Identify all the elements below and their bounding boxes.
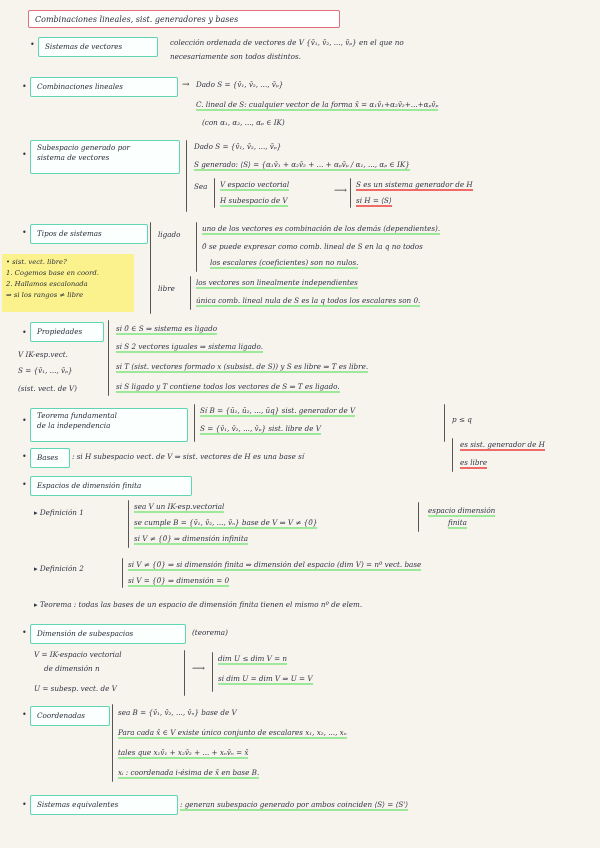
label-dimsub: Dimensión de subespacios (30, 624, 186, 644)
bullet-icon: • (22, 480, 27, 489)
espacios-teorema: ▸ Teorema : todas las bases de un espacio de dimensión finita tienen el mismo nº de elem. (34, 600, 363, 609)
espacios-d1-result-2-text: finita (448, 518, 467, 527)
espacios-def2: ▸ Definición 2 (34, 564, 84, 573)
subesp-cond-2 (220, 196, 288, 206)
teorema-line-1 (200, 406, 355, 416)
label-subespacio (30, 140, 180, 174)
sticky-note-line-4: ⇒ si los rangos ≠ libre (6, 291, 84, 299)
sisteq-text (180, 800, 408, 810)
brace (214, 178, 215, 208)
teorema-line-1-text: Sí B = {ū₁, ū₂, ..., ūq} sist. generador de V (200, 406, 356, 415)
coords-line-1: sea B = {v̄₁, v̄₂, ..., v̄ₙ} base de V (118, 708, 237, 717)
espacios-d2a (128, 560, 421, 570)
subesp-result-2-text: si H = ⟨S⟩ (356, 196, 392, 205)
brace (452, 438, 453, 472)
bullet-icon: • (22, 710, 27, 719)
subesp-result-1-text: S es un sistema generador de H (356, 180, 473, 189)
props-p1-text: si 0̄ ∈ S ⇒ sistema es ligado (116, 324, 218, 333)
label-espacios: Espacios de dimensión finita (30, 476, 192, 496)
label-bases: Bases (30, 448, 70, 468)
tipos-lig-1-text: uno de los vectores es combinación de los demás (dependientes). (202, 224, 441, 233)
espacios-d1-result-2 (448, 518, 467, 528)
bullet-icon: • (22, 150, 27, 159)
arrow-icon: → (182, 80, 190, 90)
espacios-d1c (134, 534, 248, 544)
bases-result-2-text: es libre (460, 458, 488, 467)
comb-line-1: Dado S = {v̄₁, v̄₂, ..., v̄ₚ} (196, 80, 284, 89)
brace (108, 320, 109, 396)
label-subespacio-line-1: Subespacio generado por (37, 143, 130, 152)
brace (350, 178, 351, 208)
label-teorema (30, 408, 188, 442)
sticky-note-line-3: 2. Hallamos escalonada (6, 280, 88, 288)
props-p2 (116, 342, 263, 352)
brace (122, 558, 123, 588)
coords-line-3-text: tales que x₁v̄₁ + x₂v̄₂ + ... + xₙv̄ₙ = x̄ (118, 748, 249, 757)
bases-result-1-text: es sist. generador de H (460, 440, 545, 449)
brace (128, 500, 129, 548)
comb-line-3: (con α₁, α₂, ..., αₚ ∈ IK) (202, 118, 285, 127)
tipos-lib-2-text: única comb. lineal nula de S es la q todos los escalares son 0. (196, 296, 421, 305)
label-subespacio-line-2: sistema de vectores (37, 153, 110, 162)
subesp-sea: Sea (194, 182, 208, 191)
label-combinaciones: Combinaciones lineales (30, 77, 178, 97)
props-p1 (116, 324, 217, 334)
bullet-icon: • (22, 82, 27, 91)
dimsub-result-2 (218, 674, 313, 684)
tipos-lig-3-text: los escalares (coeficientes) son no nulos. (210, 258, 359, 267)
espacios-def1: ▸ Definición 1 (34, 508, 84, 517)
bullet-icon: • (22, 628, 27, 637)
bases-text: : si H subespacio vect. de V ⇒ sist. vectores de H es una base sí (72, 452, 305, 461)
tipos-lib-2 (196, 296, 420, 306)
subesp-result-1 (356, 180, 473, 190)
subesp-definition: S generado: ⟨S⟩ = {α₁v̄₁ + α₂v̄₂ + ... + αₚv̄ₚ / α₁, ..., αₚ ∈ IK} (194, 160, 410, 169)
label-teorema-line-2: de la independencia (37, 421, 111, 430)
arrow-icon: ⟶ (334, 186, 347, 196)
sticky-note-line-1: • sist. vect. libre? (6, 258, 67, 266)
brace (150, 222, 151, 314)
bases-result-1 (460, 440, 545, 450)
tipos-lig-3 (210, 258, 358, 268)
brace (196, 222, 197, 272)
brace (444, 404, 445, 442)
bullet-icon: • (30, 40, 35, 49)
teorema-line-2-text: S = {v̄₁, v̄₂, ..., v̄ₚ} sist. libre de V (200, 424, 321, 433)
coords-line-2-text: Para cada x̄ ∈ V existe único conjunto de escalares x₁, x₂, ..., xₙ (118, 728, 347, 737)
tipos-lib-1-text: los vectores son linealmente independientes (196, 278, 358, 287)
dimsub-line-2: de dimensión n (44, 664, 100, 673)
bullet-icon: • (22, 328, 27, 337)
props-p3-text: si T (sist. vectores formado x (subsist. de S)) y S es libre ⇒ T es libre. (116, 362, 369, 371)
arrow-icon: ⟶ (192, 664, 205, 674)
espacios-d2b (128, 576, 229, 586)
brace (184, 650, 185, 696)
label-teorema-line-1: Teorema fundamental (37, 411, 117, 420)
brace (212, 652, 213, 692)
brace (418, 502, 419, 532)
teorema-result: p ≤ q (452, 415, 472, 424)
page-title: Combinaciones lineales, sist. generadores y bases (28, 10, 340, 28)
subesp-result-2 (356, 196, 392, 206)
coords-line-4 (118, 768, 259, 778)
props-p4-text: si S ligado y T contiene todos los vectores de S ⇒ T es ligado. (116, 382, 340, 391)
label-sistemas: Sistemas de vectores (38, 37, 158, 57)
props-side-2: S = {v̄₁, ..., v̄ₚ} (18, 366, 73, 375)
sistemas-line-2: necesariamente son todos distintos. (170, 52, 301, 61)
tipos-lig-1 (202, 224, 440, 234)
espacios-d1-result-1 (428, 506, 495, 516)
espacios-d1b (134, 518, 317, 528)
bases-result-2 (460, 458, 487, 468)
bullet-icon: • (22, 416, 27, 425)
props-side-3: (sist. vect. de V) (18, 384, 77, 393)
bullet-icon: • (22, 452, 27, 461)
subesp-cond-1 (220, 180, 289, 190)
dimsub-result-2-text: si dim U = dim V ⇒ U = V (218, 674, 313, 683)
comb-line-2 (196, 100, 438, 110)
dimsub-result-1-text: dim U ≤ dim V = n (218, 654, 288, 663)
label-propiedades: Propiedades (30, 322, 104, 342)
label-sistemas-equivalentes: Sistemas equivalentes (30, 795, 178, 815)
subesp-cond-1-text: V espacio vectorial (220, 180, 290, 189)
dimsub-result-1 (218, 654, 287, 664)
coords-line-4-text: xᵢ : coordenada i-ésima de x̄ en base B. (118, 768, 260, 777)
brace (194, 404, 195, 442)
espacios-d2a-text: si V ≠ {0̄} ⇒ si dimensión finita ⇒ dimensión del espacio (dim V) = nº vect. base (128, 560, 422, 569)
subesp-cond-2-text: H subespacio de V (220, 196, 288, 205)
sistemas-line-1: colección ordenada de vectores de V {v̄₁, v̄₂, ..., v̄ₚ} en el que no (170, 38, 404, 47)
sisteq-text-content: : generan subespacio generado por ambos coinciden ⟨S⟩ = ⟨S'⟩ (180, 800, 409, 809)
sticky-note (2, 254, 134, 312)
label-tipos: Tipos de sistemas (30, 224, 148, 244)
dimsub-paren: (teorema) (192, 628, 228, 637)
sticky-note-line-2: 1. Cogemos base en coord. (6, 269, 99, 277)
espacios-d2b-text: si V = {0̄} ⇒ dimensión = 0 (128, 576, 230, 585)
brace (112, 704, 113, 782)
props-p2-text: si S 2 vectores iguales ⇒ sistema ligado. (116, 342, 263, 351)
teorema-line-2 (200, 424, 321, 434)
coords-line-3 (118, 748, 248, 758)
props-p3 (116, 362, 368, 372)
dimsub-line-3: U = subesp. vect. de V (34, 684, 117, 693)
tipos-libre: libre (158, 284, 175, 293)
brace (190, 276, 191, 310)
espacios-d1-result-1-text: espacio dimensión (428, 506, 496, 515)
tipos-lig-2: 0̄ se puede expresar como comb. lineal de S en la q no todos (202, 242, 423, 251)
bullet-icon: • (22, 228, 27, 237)
tipos-lib-1 (196, 278, 358, 288)
comb-definition: C. lineal de S: cualquier vector de la forma x̄ = α₁v̄₁+α₂v̄₂+...+αₚv̄ₚ (196, 100, 439, 109)
subesp-line-2 (194, 160, 410, 170)
props-side-1: V IK-esp.vect. (18, 350, 68, 359)
brace (186, 140, 187, 212)
coords-line-2 (118, 728, 347, 738)
espacios-d1a-text: sea V un IK-esp.vectorial (134, 502, 225, 511)
label-coordenadas: Coordenadas (30, 706, 110, 726)
espacios-d1a (134, 502, 224, 512)
bullet-icon: • (22, 800, 27, 809)
props-p4 (116, 382, 340, 392)
dimsub-line-1: V = IK-espacio vectorial (34, 650, 122, 659)
espacios-d1c-text: si V ≠ {0̄} ⇒ dimensión infinita (134, 534, 249, 543)
tipos-ligado: ligado (158, 230, 181, 239)
espacios-d1b-text: se cumple B = {v̄₁, v̄₂, ..., v̄ₙ} base de V ⇒ V ≠ {0̄} (134, 518, 318, 527)
subesp-line-1: Dado S = {v̄₁, v̄₂, ..., v̄ₚ} (194, 142, 282, 151)
